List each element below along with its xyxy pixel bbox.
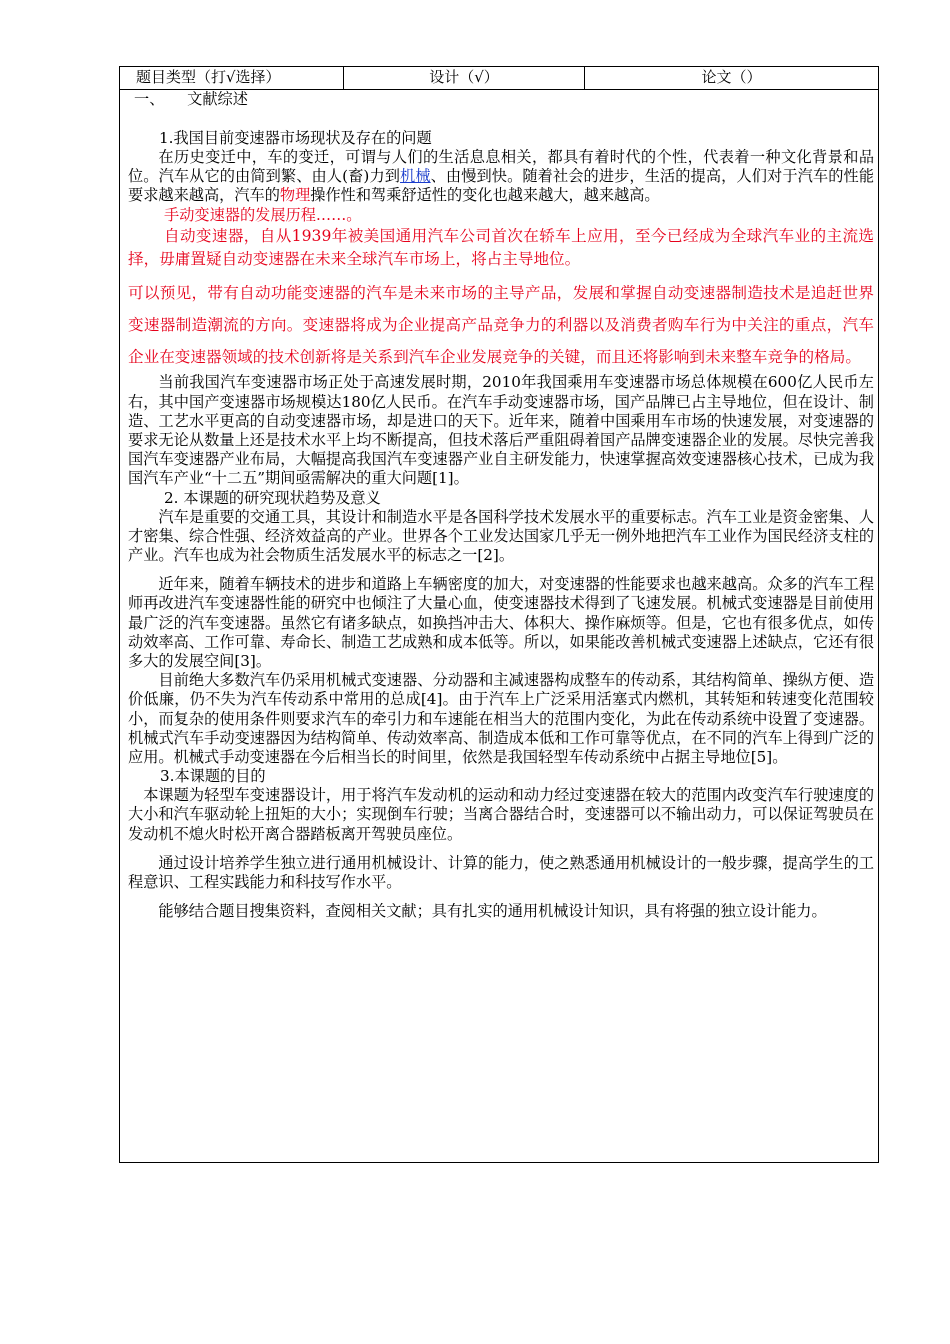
paragraph-market-status: 当前我国汽车变速器市场正处于高速发展时期，2010年我国乘用车变速器市场总体规模在600亿人民币左右，其中国产变速器市场规模达180亿人民币。在汽车手动变速器市场，国产品牌已占主导地位，但在设计、制造、工艺水平更高的自动变速器市场，却是进口的天下。近年来，随着中国乘用车市场的快速发展，对变速器的要求无论从数量上还是技术水平上均不断提高，但技术落后严重阻碍着国产品牌变速器企业的发展。尽快完善我国汽车变速器产业布局，大幅提高我国汽车变速器产业自主研发能力，快速掌握高效变速器核心技术，已成为我国汽车产业“十二五”期间亟需解决的重大问题[1]。 [128,373,874,488]
paragraph-1-text-b: 、由慢到快。随着社会的进步，生活的提高，人们对于汽车的性能要求越来越高，汽车的 [128,167,875,205]
physics-highlight: 物理 [279,186,311,205]
paragraph-training: 通过设计培养学生独立进行通用机械设计、计算的能力，使之熟悉通用机械设计的一般步骤，提高学生的工程意识、工程实践能力和科技写作水平。 [128,853,874,892]
section-title: 一、 文献综述 [134,90,248,108]
paragraph-recent-years: 近年来，随着车辆技术的进步和道路上车辆密度的加大，对变速器的性能要求也越来越高。众多的汽车工程师再改进汽车变速器性能的研究中也倾注了大量心血，使变速器技术得到了飞速发展。机械式变速器是目前使用最广泛的汽车变速器。虽然它有诸多缺点，如换挡冲击大、体积大、操作麻烦等。但是，它也有很多优点，如传动效率高、工作可靠、寿命长、制造工艺成熟和成本低等。所以，如果能改善机械式变速器上述缺点，它还有很多大的发展空间[3]。 [128,575,874,671]
paragraph-1-text-c: 操作性和驾乘舒适性的变化也越来越大，越来越高。 [310,186,660,205]
prediction-paragraph: 可以预见，带有自动功能变速器的汽车是未来市场的主导产品，发展和掌握自动变速器制造技术是追赶世界变速器制造潮流的方向。变速器将成为企业提高产品竞争力的利器以及消费者购车行为中关注的重点，汽车企业在变速器领域的技术创新将是关系到汽车企业发展竞争的关键，而且还将影响到未来整车竞争的格局。 [128,283,874,367]
paragraph-1-text-a: 在历史变迁中，车的变迁，可谓与人们的生活息息相关，都具有着时代的个性，代表着一种文化背景和品位。汽车从它的由简到繁、由人(畜)力到 [128,148,874,186]
form-table [119,66,879,1163]
paragraph-mechanical-transmission: 目前绝大多数汽车仍采用机械式变速器、分动器和主减速器构成整车的传动系，其结构简单、操纵方便、造价低廉，仍不失为汽车传动系中常用的总成[4]。由于汽车上广泛采用活塞式内燃机，其转矩和转速变化范围较小，而复杂的使用条件则要求汽车的牵引力和车速能在相当大的范围内变化，为此在传动系统中设置了变速器。机械式汽车手动变速器因为结构简单、传动效率高、制造成本低和工作可靠等优点，在不同的汽车上得到广泛的应用。机械式手动变速器在今后相当长的时间里，依然是我国轻型车传动系统中占据主导地位[5]。 [128,671,874,767]
paragraph-automobile-importance: 汽车是重要的交通工具，其设计和制造水平是各国科学技术发展水平的重要标志。汽车工业是资金密集、人才密集、综合性强、经济效益高的产业。世界各个工业发达国家几乎无一例外地把汽车工业作为国民经济支柱的产业。汽车也成为社会物质生活发展水平的标志之一[2]。 [128,507,874,565]
topic-type-row [120,67,878,90]
subsection-heading-1: 1.我国目前变速器市场现状及存在的问题 [159,129,432,147]
design-option: 设计（√） [344,67,585,89]
machinery-link[interactable]: 机械 [400,167,431,186]
manual-transmission-history: 手动变速器的发展历程……。 [164,205,362,224]
paragraph-1 [128,148,874,206]
paragraph-purpose: 本课题为轻型车变速器设计，用于将汽车发动机的运动和动力经过变速器在较大的范围内改变汽车行驶速度的大小和汽车驱动轮上扭矩的大小；实现倒车行驶；当离合器结合时，变速器可以不输出动力，可以保证驾驶员在发动机不熄火时松开离合器踏板离开驾驶员座位。 [128,786,874,843]
automatic-transmission-paragraph: 自动变速器，自从1939年被美国通用汽车公司首次在轿车上应用，至今已经成为全球汽车业的主流选择，毋庸置疑自动变速器在未来全球汽车市场上，将占主导地位。 [128,226,874,268]
thesis-option: 论文（） [701,68,762,86]
subsection-heading-2: 2. 本课题的研究现状趋势及意义 [164,488,381,507]
paragraph-abilities: 能够结合题目搜集资料，查阅相关文献；具有扎实的通用机械设计知识，具有将强的独立设计能力。 [158,902,827,921]
topic-type-label: 题目类型（打√选择） [120,67,344,89]
subsection-heading-3: 3.本课题的目的 [160,767,266,786]
literature-review-section [128,90,874,922]
